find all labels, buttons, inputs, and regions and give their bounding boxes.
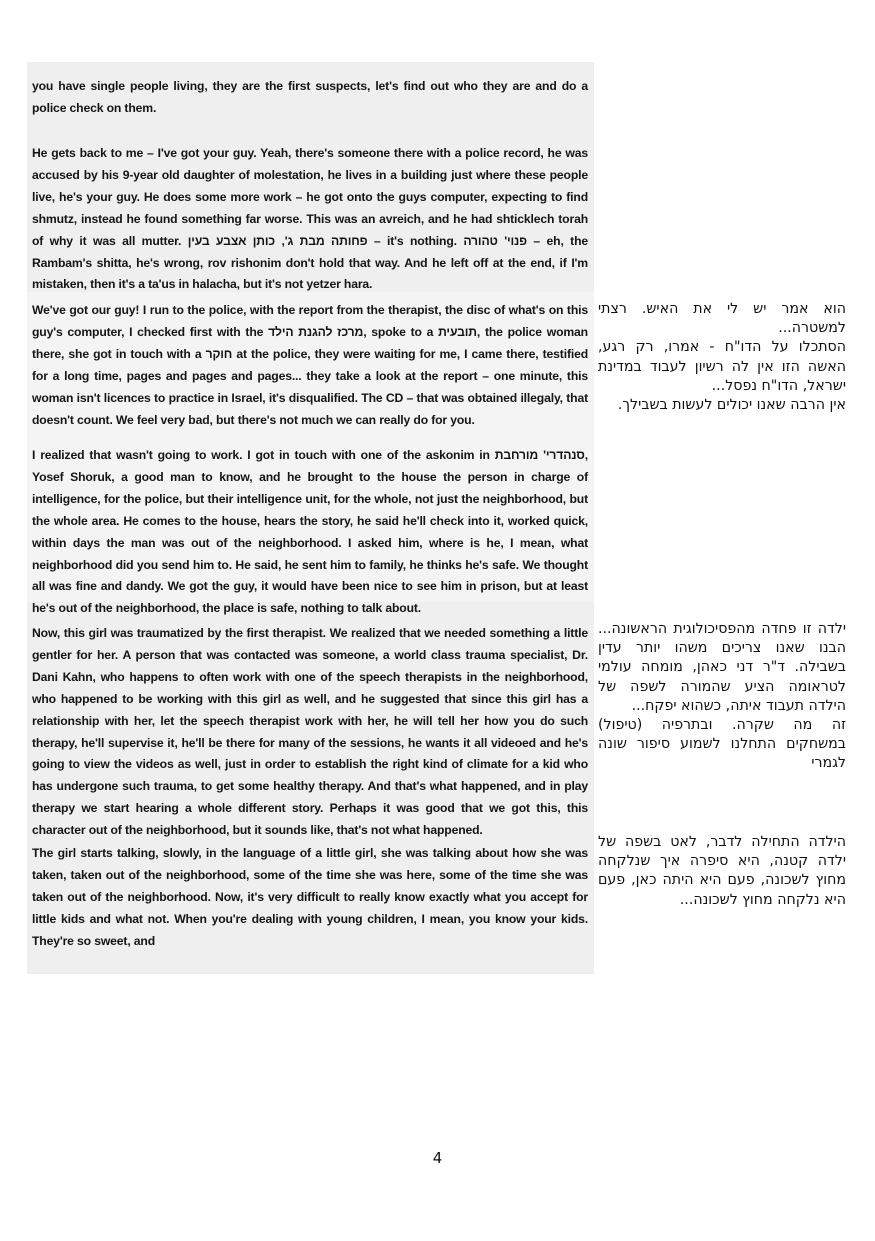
english-paragraph-5 bbox=[32, 623, 588, 842]
page-number: 4 bbox=[432, 1149, 443, 1167]
hebrew-note-line: אין הרבה שאנו יכולים לעשות בשבילך. bbox=[617, 397, 846, 414]
english-paragraph-4 bbox=[32, 445, 588, 620]
hebrew-note-line: זה מה שקרה. ובתרפיה (טיפול) במשחקים התחלנו לשמוע סיפור שונה לגמרי bbox=[598, 717, 846, 772]
hebrew-note-2 bbox=[598, 620, 846, 774]
hebrew-note-line: הוא אמר יש לי את האיש. רצתי למשטרה... bbox=[598, 301, 846, 337]
english-paragraph-2 bbox=[32, 143, 588, 296]
english-paragraph-6 bbox=[32, 843, 588, 953]
hebrew-note-3 bbox=[598, 833, 846, 910]
hebrew-note-line: הסתכלו על הדו"ח - אמרו, רק רגע, האשה הזו אין לה רשיון לעבוד במדינת ישראל, הדו"ח נפסל... bbox=[598, 339, 846, 394]
english-paragraph-1 bbox=[32, 76, 588, 120]
english-paragraph-text: Now, this girl was traumatized by the first therapist. We realized that we needed something a little gentler for her. A person that was contacted was someone, a world class trauma specialist, Dr. Dani Kahn, who happens to often work with one of the speech therapists in the neighborhood, who happened to be working with this girl as well, and he suggested that since this girl has a relationship with her, let the speech therapist work with her, he will tell her how you do such therapy, he'll supervise it, he'll be there for many of the sessions, he wants it all videoed and he's going to view the videos as well, just in order to establish the right kind of climate for a kid who has undergone such trauma, to get some healthy therapy. And that's what happened, and in play therapy we start hearing a whole different story. Perhaps it was good that we got this, this character out of the neighborhood, but it sounds like, that's not what happened. bbox=[32, 626, 588, 838]
english-paragraph-text: The girl starts talking, slowly, in the language of a little girl, she was talking about how she was taken, taken out of the neighborhood, some of the time she was here, some of the time she was taken out of the neighborhood. Now, it's very difficult to really know exactly what you accept for little kids and what not. When you're dealing with young children, I mean, you know your kids. They're so sweet, and bbox=[32, 846, 588, 948]
hebrew-note-1 bbox=[598, 300, 846, 415]
english-paragraph-text: He gets back to me – I've got your guy. Yeah, there's someone there with a police record, he was accused by his 9-year old daughter of molestation, he lives in a building just where these people live, he's your guy. He does some more work – he got onto the guys computer, expecting to find shmutz, instead he found something far worse. This was an avreich, and he had shticklech torah of why it was all mutter. פחותה מבת ג', כותן אצבע בעין – it's nothing. פנוי' טהורה – eh, the Rambam's shitta, he's wrong, rov rishonim don't hold that way. And he left off at the end, if I'm mistaken, then it's a ta'us in halacha, but it's not yetzer hara. bbox=[32, 146, 588, 292]
hebrew-note-line: ילדה זו פחדה מהפסיכולוגית הראשונה... הבנו שאנו צריכים משהו יותר עדין בשבילה. ד"ר דני כאהן, מומחה עולמי לטראומה הציע שהמורה לשפה של הילדה תעבוד איתה, כשהוא יפקח... bbox=[598, 621, 846, 714]
english-paragraph-text: I realized that wasn't going to work. I got in touch with one of the askonim in סנהדרי' מורחבת, Yosef Shoruk, a good man to know, and he brought to the house the person in charge of intelligence, for the police, but their intelligence unit, for the whole, not just the neighborhood, but the whole area. He comes to the house, hears the story, he said he'll check into it, worked quick, within days the man was out of the neighborhood. I asked him, where is he, I mean, what neighborhood did you send him to. He said, he sent him to family, he thinks he's safe. We thought all was fine and dandy. We got the guy, it would have been nice to see him in prison, but at least he's out of the neighborhood, the place is safe, nothing to talk about. bbox=[32, 448, 589, 616]
english-paragraph-text: you have single people living, they are the first suspects, let's find out who they are and do a police check on them. bbox=[32, 79, 588, 115]
english-paragraph-3 bbox=[32, 300, 588, 431]
english-paragraph-text: We've got our guy! I run to the police, with the report from the therapist, the disc of what's on this guy's computer, I checked first with the מרכז להגנת הילד, spoke to a תובעית, the police woman there, she got in touch with a חוקר at the police, they were waiting for me, I came there, testified for a long time, pages and pages and pages... they take a look at the report – one minute, this woman isn't licences to practice in Israel, it's disqualified. The CD – that was obtained illegaly, that doesn't count. We feel very bad, but there's not much we can really do for you. bbox=[32, 303, 589, 427]
hebrew-note-line: הילדה התחילה לדבר, לאט בשפה של ילדה קטנה, היא סיפרה איך שנלקחה מחוץ לשכונה, פעם היא היתה כאן, פעם היא נלקחה מחוץ לשכונה... bbox=[598, 834, 846, 908]
